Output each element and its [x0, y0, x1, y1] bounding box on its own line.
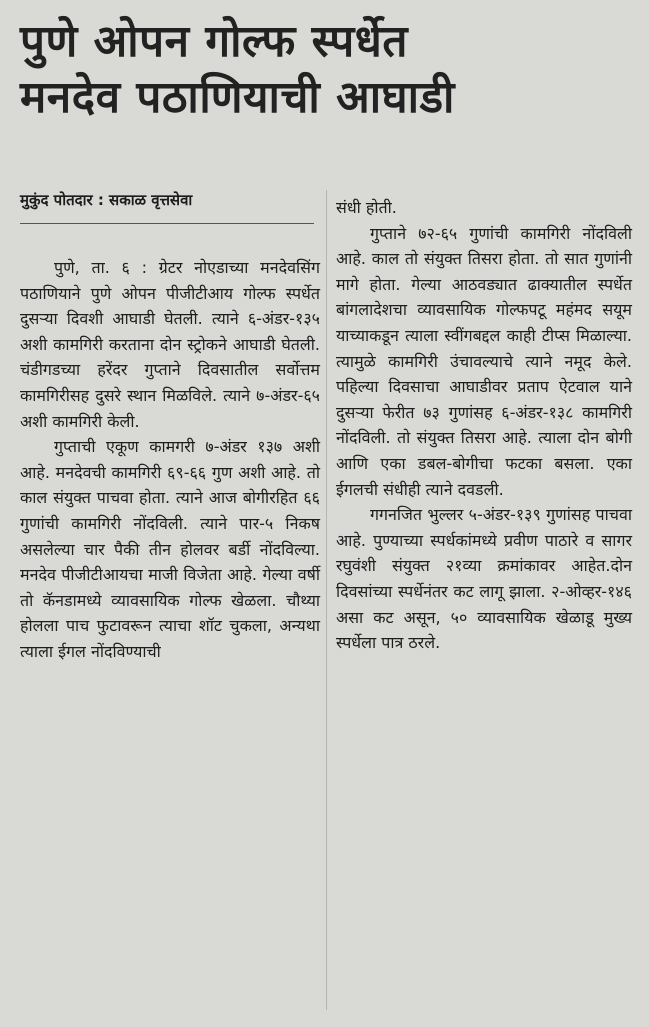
- left-column: [20, 255, 320, 665]
- paragraph: संधी होती.: [336, 198, 397, 217]
- paragraph: पुणे, ता. ६ : ग्रेटर नोएडाच्या मनदेवसिंग पठाणियाने पुणे ओपन पीजीटीआय गोल्फ स्पर्धेत दुसऱ्या दिवशी आघाडी घेतली. त्याने ६-अंडर-१३५ अशी कामगिरी करताना दोन स्ट्रोकने आघाडी घेतली. चंडीगडच्या हरेंदर गुप्ताने दिवसातील सर्वोत्तम कामगिरीसह दुसरे स्थान मिळविले. त्याने ७-अंडर-६५ अशी कामगिरी केली.: [20, 258, 320, 431]
- byline: मुकुंद पोतदार : सकाळ वृत्तसेवा: [20, 191, 193, 209]
- right-column: [336, 195, 632, 656]
- headline: [20, 14, 640, 126]
- headline-line-2: मनदेव पठाणियाची आघाडी: [20, 72, 455, 123]
- paragraph: गगनजित भुल्लर ५-अंडर-१३९ गुणांसह पाचवा आहे. पुण्याच्या स्पर्धकांमध्ये प्रवीण पाठारे व सागर रघुवंशी संयुक्त २१व्या क्रमांकावर आहेत.दोन दिवसांच्या स्पर्धेनंतर कट लागू झाला. २-ओव्हर-१४६ असा कट असून, ५० व्यावसायिक खेळाडू मुख्य स्पर्धेला पात्र ठरले.: [336, 505, 632, 653]
- column-divider: [326, 190, 327, 1010]
- headline-line-1: पुणे ओपन गोल्फ स्पर्धेत: [20, 16, 408, 67]
- byline-rule: [20, 223, 314, 224]
- paragraph: गुप्ताची एकूण कामगरी ७-अंडर १३७ अशी आहे. मनदेवची कामगिरी ६९-६६ गुण अशी आहे. तो काल संयुक्त पाचवा होता. त्याने आज बोगीरहित ६६ गुणांची कामगिरी नोंदविली. त्याने पार-५ निकष असलेल्या चार पैकी तीन होलवर बर्डी नोंदविल्या. मनदेव पीजीटीआयचा माजी विजेता आहे. गेल्या वर्षी तो कॅनडामध्ये व्यावसायिक गोल्फ खेळला. चौथ्या होलला पाच फुटावरून त्याचा शॉट चुकला, अन्यथा त्याला ईगल नोंदविण्याची: [20, 437, 320, 661]
- paragraph: गुप्ताने ७२-६५ गुणांची कामगिरी नोंदविली आहे. काल तो संयुक्त तिसरा होता. तो सात गुणांनी मागे होता. गेल्या आठवड्यात ढाक्यातील स्पर्धेत बांगलादेशचा व्यावसायिक गोल्फपटू महंमद सयूम याच्याकडून त्याला स्वींगबद्दल काही टीप्स मिळाल्या. त्यामुळे कामगिरी उंचावल्याचे त्याने नमूद केले. पहिल्या दिवसाचा आघाडीवर प्रताप ऐटवाल याने दुसऱ्या फेरीत ७३ गुणांसह ६-अंडर-१३८ कामगिरी नोंदविली. तो संयुक्त तिसरा आहे. त्याला दोन बोगी आणि एका डबल-बोगीचा फटका बसला. एका ईगलची संधीही त्याने दवडली.: [336, 223, 632, 499]
